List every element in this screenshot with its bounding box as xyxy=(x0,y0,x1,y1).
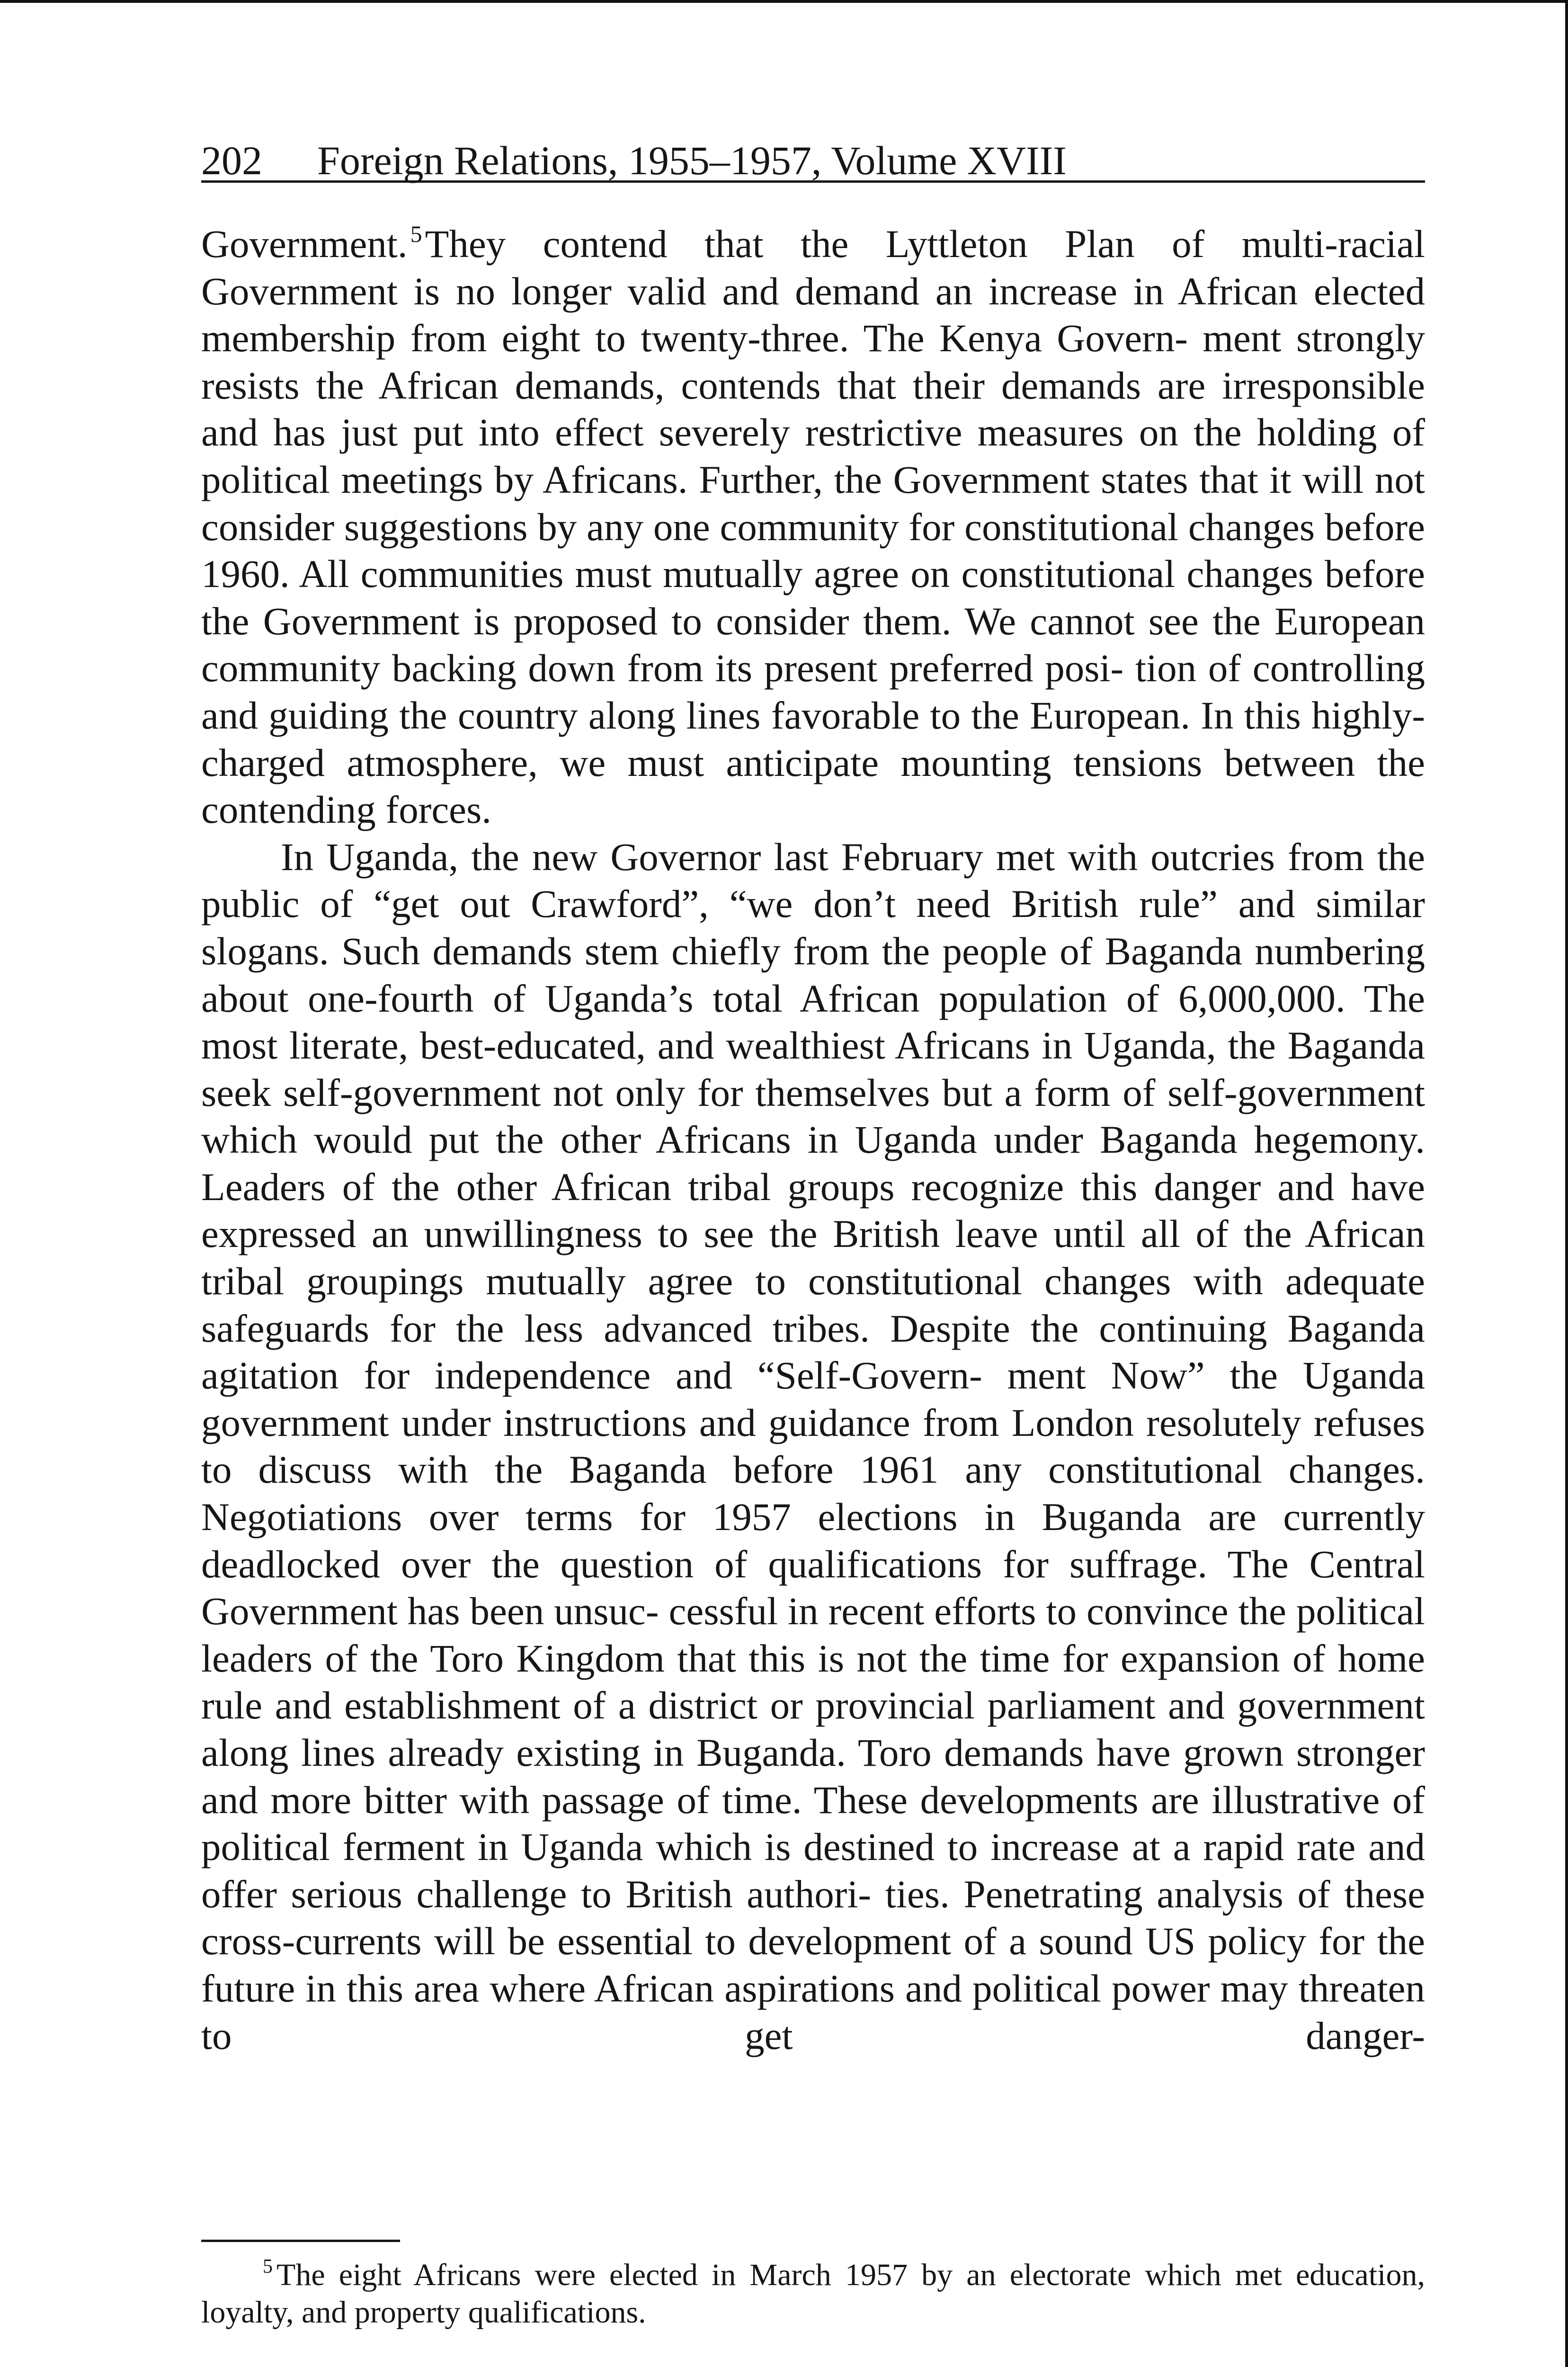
paragraph-lead-word: Government. xyxy=(201,222,408,266)
paragraph-uganda: In Uganda, the new Governor last February met with outcries from the public of “get out Crawford”, “we don’t need British rule” and similar slogans. Such demands stem chiefly from the people of Baganda numbering about one-fourth of Uganda’s total African population of 6,000,000. The most literate, best-educated, and wealthiest Africans in Uganda, the Baganda seek self-government not only for themselves but a form of self-government which would put the other Africans in Uganda under Baganda hegemony. Leaders of the other African tribal groups recognize this danger and have expressed an unwillingness to see the British leave until all of the African tribal groupings mutually agree to constitutional changes with adequate safeguards for the less advanced tribes. Despite the continuing Baganda agitation for independence and “Self-Govern- ment Now” the Uganda government under instructions and guidance from London resolutely refuses to discuss with the Baganda before 1961 any constitutional changes. Negotiations over terms for 1957 elections in Buganda are currently deadlocked over the question of qualifications for suffrage. The Central Government has been unsuc- cessful in recent efforts to convince the political leaders of the Toro Kingdom that this is not the time for expansion of home rule and establishment of a district or provincial parliament and government along lines already existing in Buganda. Toro demands have grown stronger and more bitter with passage of time. These developments are illustrative of political ferment in Uganda which is destined to increase at a rapid rate and offer serious challenge to British authori- ties. Penetrating analysis of these cross-currents will be essential to development of a sound US policy for the future in this area where African aspirations and political power may threaten to get danger- xyxy=(201,835,1425,2057)
footnote-text: The eight Africans were elected in March 1957 by an electorate which met education, loyalty, and property qualifications. xyxy=(201,2258,1425,2330)
footnote-entry xyxy=(201,2256,1425,2331)
footnote-divider xyxy=(201,2240,400,2242)
footnote-marker: 5 xyxy=(263,2256,273,2278)
page-number: 202 xyxy=(201,138,262,183)
body-text xyxy=(201,221,1425,2059)
footnote-reference-marker[interactable]: 5 xyxy=(410,221,422,247)
running-title: Foreign Relations, 1955–1957, Volume XVIII xyxy=(317,138,1067,183)
footnote xyxy=(201,2256,1425,2331)
running-header xyxy=(201,137,1425,183)
paragraph-kenya xyxy=(201,221,1425,834)
paragraph-kenya-text: They contend that the Lyttleton Plan of multi-racial Government is no longer valid and demand an increase in African elected membership from eight to twenty-three. The Kenya Govern- ment strongly resists the African demands, contends that their demands are irresponsible and has just put into effect severely restrictive measures on the holding of political meetings by Africans. Further, the Government states that it will not consider suggestions by any one community for constitutional changes before 1960. All communities must mutually agree on constitutional changes before the Government is proposed to consider them. We cannot see the European community backing down from its present preferred posi- tion of controlling and guiding the country along lines favorable to the European. In this highly-charged atmosphere, we must anticipate mounting tensions between the contending forces. xyxy=(201,222,1425,832)
